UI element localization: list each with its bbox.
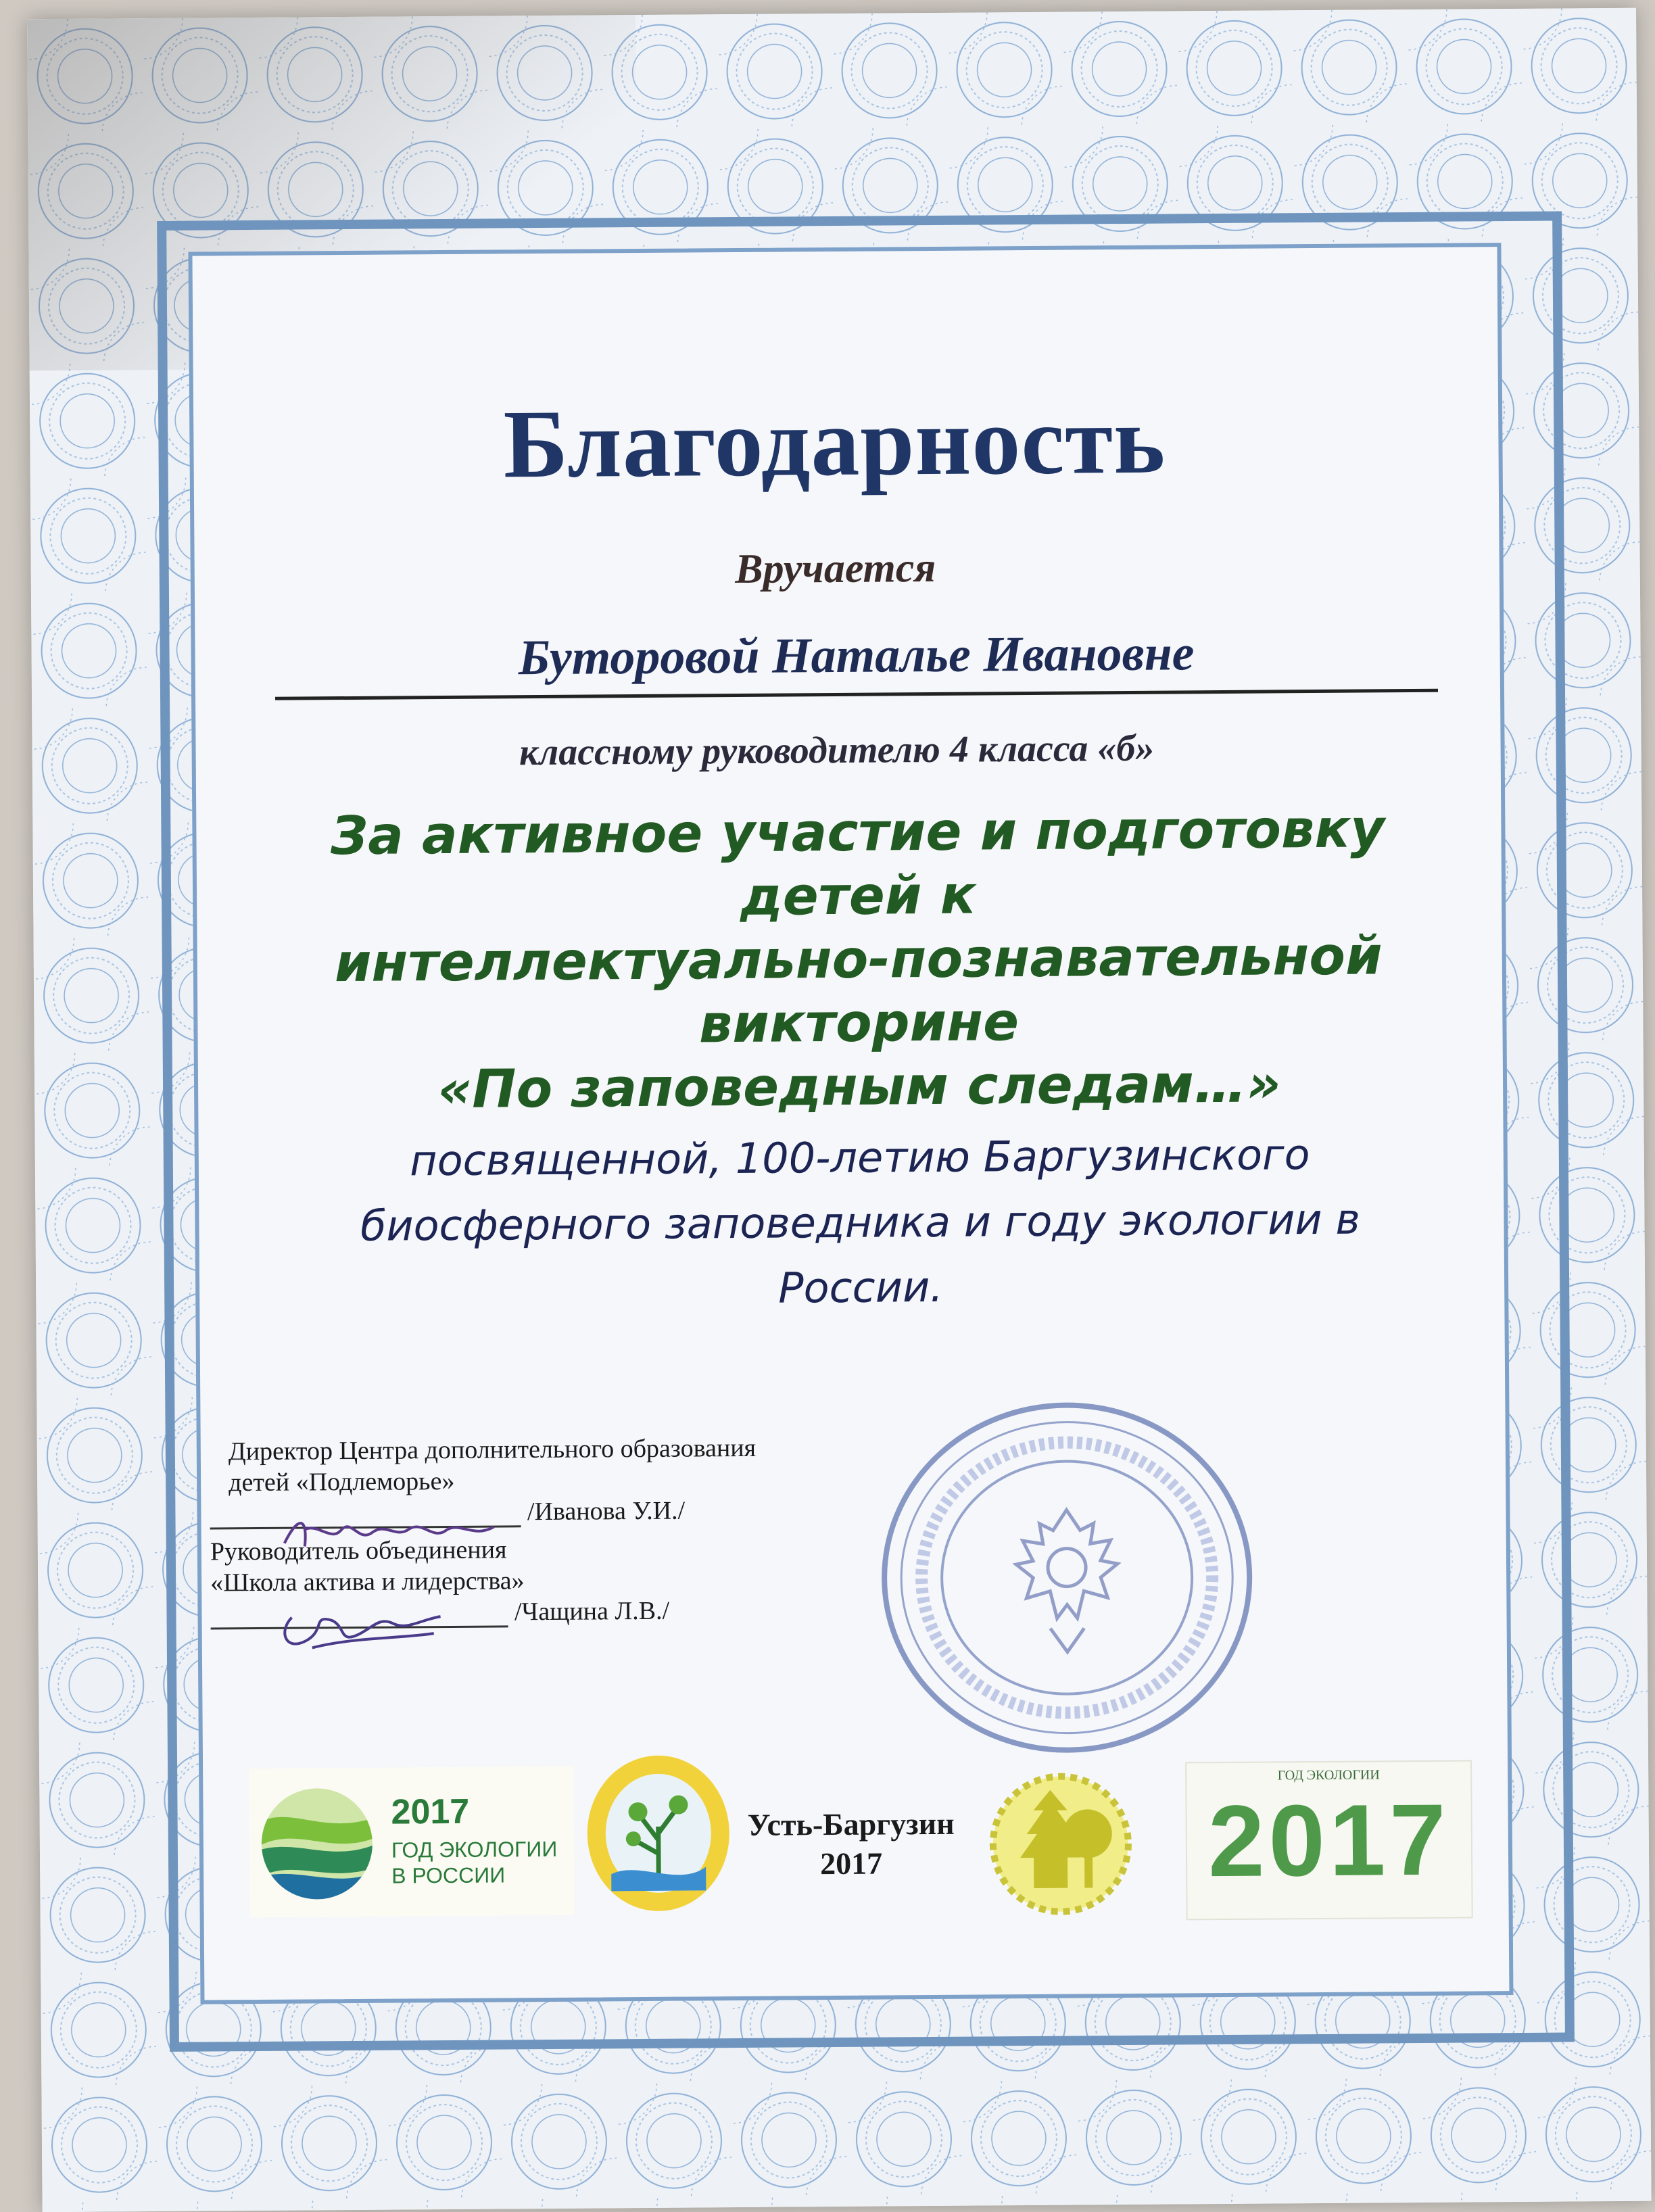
- place-name: Усть-Баргузин: [747, 1806, 955, 1842]
- award-reason: [249, 796, 1468, 1123]
- year-of-ecology-logo: [249, 1766, 575, 1917]
- reason-line: детей к: [740, 865, 976, 928]
- logo-year: 2017: [391, 1792, 470, 1832]
- signature-block: [210, 1431, 887, 1636]
- globe-icon: [256, 1783, 378, 1905]
- certificate-sheet: [27, 8, 1652, 2212]
- recipient-position: классному руководителю 4 класса «б»: [519, 727, 1155, 774]
- footer-logos: [242, 1746, 1487, 1958]
- dedication-line: посвященной, 100-летию Баргузинского: [409, 1130, 1310, 1186]
- location: [743, 1804, 960, 1884]
- director-signature-line: [210, 1493, 886, 1536]
- leader-title-line: Руководитель объединения: [210, 1535, 507, 1566]
- presented-label: Вручается: [734, 544, 936, 593]
- signature-underline: [211, 1625, 508, 1629]
- logo-text: В РОССИИ: [391, 1862, 506, 1888]
- banner-year: 2017: [1207, 1782, 1451, 1898]
- leader-signature-line: [210, 1593, 886, 1636]
- leader-title-line: «Школа актива и лидерства»: [210, 1566, 525, 1597]
- leader-name: /Чащина Л.В./: [514, 1596, 670, 1627]
- director-title-line: детей «Подлеморье»: [229, 1466, 455, 1497]
- signature-underline: [210, 1525, 521, 1529]
- certificate-title: Благодарность: [503, 386, 1166, 499]
- eagle-emblem-icon: [1015, 1510, 1118, 1652]
- director-title-line: Директор Центра дополнительного образования: [228, 1433, 757, 1466]
- dedication: [251, 1121, 1470, 1324]
- reason-line: викторине: [698, 992, 1020, 1055]
- banner-header: ГОД ЭКОЛОГИИ: [1277, 1767, 1380, 1783]
- dedication-line: биосферного заповедника и году экологии в: [360, 1194, 1361, 1251]
- quiz-name: «По заповедным следам…»: [437, 1053, 1281, 1121]
- director-name: /Иванова У.И./: [527, 1496, 686, 1526]
- handwritten-signature: [277, 1508, 500, 1556]
- dedication-line: России.: [777, 1261, 944, 1313]
- year-2017-banner: [1185, 1760, 1473, 1920]
- eco-circle-emblem-icon: [583, 1752, 734, 1915]
- place-year: 2017: [819, 1846, 883, 1881]
- recipient-name: Буторовой Наталье Ивановне: [274, 623, 1438, 700]
- reason-line: интеллектуально-познавательной: [334, 925, 1383, 994]
- handwritten-signature: [271, 1603, 448, 1658]
- reserve-tree-emblem-icon: [986, 1769, 1136, 1919]
- official-seal: [869, 1394, 1264, 1762]
- logo-text: ГОД ЭКОЛОГИИ: [391, 1836, 558, 1862]
- reason-line: За активное участие и подготовку: [330, 798, 1385, 867]
